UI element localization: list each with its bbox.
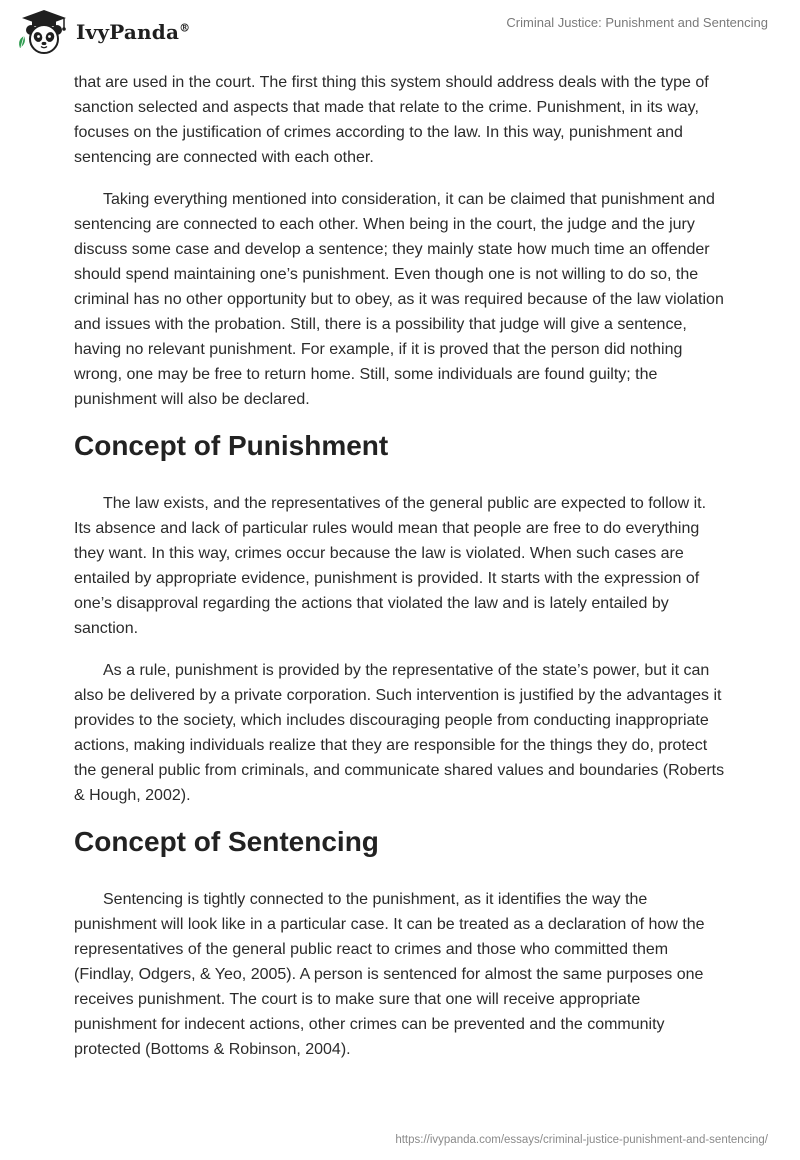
registered-mark: ® <box>179 21 191 35</box>
brand-name-text: IvyPanda <box>76 20 180 44</box>
brand-name <box>76 20 190 44</box>
paragraph-5: Sentencing is tightly connected to the punishment, as it identifies the way the punishment will look like in a particular case. It can be treated as a declaration of how the representatives of the general public react to crimes and those who committed them (Findlay, Odgers, & Yeo, 2005). A person is sentenced for almost the same purposes one receives punishment. The court is to make sure that one will receive appropriate punishment for indecent actions, other crimes can be prevented and the community protected (Bottoms & Robinson, 2004). <box>74 891 705 1058</box>
essay-content <box>74 70 726 1079</box>
paragraph-3: The law exists, and the representatives of the general public are expected to follow it. Its absence and lack of particular rules would mean that people are free to do everything they want. In this way, crimes occur because the law is violated. When such cases are entailed by appropriate evidence, punishment is provided. It starts with the expression of one’s disapproval regarding the actions that violated the law and is lately entailed by sanction. <box>74 495 707 637</box>
source-url[interactable]: https://ivypanda.com/essays/criminal-justice-punishment-and-sentencing/ <box>395 1134 768 1146</box>
page-header <box>0 0 800 62</box>
paragraph-2: Taking everything mentioned into consideration, it can be claimed that punishment and sentencing are connected to each other. When being in the court, the judge and the jury discuss some case and develop a sentence; they mainly state how much time an offender should spend maintaining one’s punishment. Even though one is not willing to do so, the criminal has no other opportunity but to obey, as it was required because of the law violation and issues with the probation. Still, there is a possibility that judge will give a sentence, having no relevant punishment. For example, if it is proved that the person did nothing wrong, one may be free to return home. Still, some individuals are found guilty; the punishment will also be declared. <box>74 191 724 408</box>
heading-concept-of-sentencing: Concept of Sentencing <box>74 826 379 857</box>
ivypanda-logo[interactable] <box>14 8 190 56</box>
panda-graduate-logo-icon <box>14 8 70 56</box>
document-title: Criminal Justice: Punishment and Sentencing <box>506 15 768 30</box>
paragraph-4: As a rule, punishment is provided by the representative of the state’s power, but it can also be delivered by a private corporation. Such intervention is justified by the advantages it provides to the society, which includes discouraging people from conducting inappropriate actions, making individuals realize that they are responsible for the things they do, protect the general public from criminals, and communicate shared values and boundaries (Roberts & Hough, 2002). <box>74 662 725 804</box>
heading-concept-of-punishment: Concept of Punishment <box>74 430 389 461</box>
paragraph-1: that are used in the court. The first thing this system should address deals with the type of sanction selected and aspects that made that relate to the crime. Punishment, in its way, focuses on the justification of crimes according to the law. In this way, punishment and sentencing are connected with each other. <box>74 74 709 166</box>
